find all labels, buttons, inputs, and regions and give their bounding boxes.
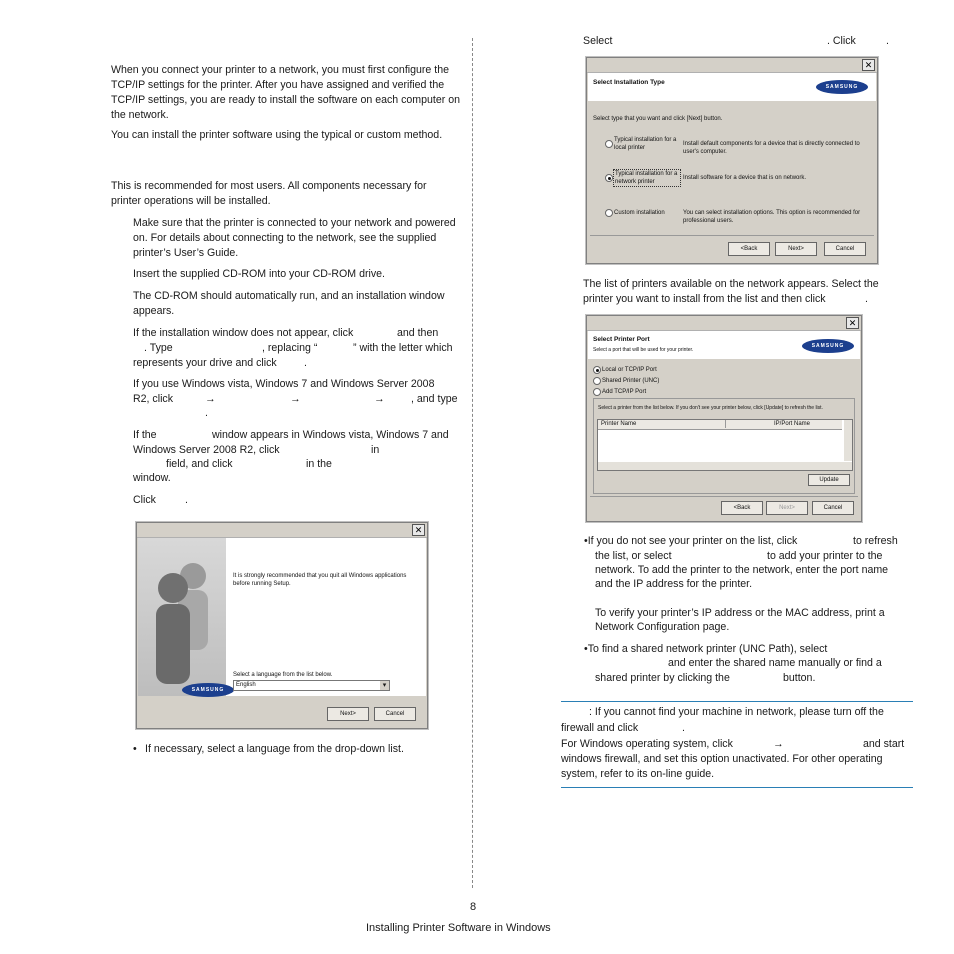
arrow-icon: → <box>374 393 385 405</box>
step-3-line3: represents your drive and click <box>133 357 277 369</box>
dialog-title: Select Printer Port <box>593 336 650 343</box>
step-3-line1b: and then <box>397 327 439 339</box>
dialog-header <box>588 331 860 359</box>
note-bottom-rule <box>561 787 913 788</box>
chevron-down-icon: ▾ <box>380 681 389 690</box>
update-button[interactable]: Update <box>808 474 850 486</box>
note-line1: : If you cannot find your machine in network, please turn off the <box>589 706 884 718</box>
dialog-titlebar <box>587 316 861 331</box>
dialog-body <box>138 538 426 696</box>
column-printer-name[interactable]: Printer Name <box>601 420 726 428</box>
step-3-line2c: ” with the letter which <box>353 342 453 354</box>
vertical-scrollbar[interactable] <box>844 420 852 461</box>
next-button[interactable]: Next> <box>327 707 369 721</box>
option-network-desc: Install software for a device that is on network. <box>683 175 807 181</box>
installation-type-dialog <box>586 57 878 264</box>
intro-paragraph: When you connect your printer to a network, you must first configure the TCP/IP settings for the printer. After you have assigned and verified the TCP/IP settings, you are ready to install the software on each computer on the network. <box>111 64 460 121</box>
close-button[interactable]: ✕ <box>412 524 425 536</box>
bullet2-line3b: button. <box>783 672 816 684</box>
select-instruction-c: . <box>886 35 889 47</box>
option-network-radio[interactable] <box>605 174 613 182</box>
note-line4: windows firewall, and set this option unactivated. For other operating <box>561 753 883 765</box>
horizontal-scrollbar[interactable] <box>598 462 852 470</box>
samsung-logo: SAMSUNG <box>182 683 234 697</box>
option-network-label[interactable]: Typical installation for a network printer <box>613 169 681 187</box>
step-5-line2a: Windows Server 2008 R2, click <box>133 444 280 456</box>
bullet2-line2: and enter the shared name manually or find a <box>668 657 882 669</box>
note-line5: system, refer to its on-line guide. <box>561 768 715 780</box>
dialog-title: Select Installation Type <box>593 79 665 86</box>
bullet-icon: • <box>133 743 137 755</box>
dialog-titlebar <box>587 58 877 73</box>
samsung-logo: SAMSUNG <box>802 339 854 353</box>
cancel-button[interactable]: Cancel <box>824 242 866 256</box>
step-1-text: Make sure that the printer is connected to your network and powered on. For details about connecting to the network, see the supplied printer’s User’s Guide. <box>133 217 456 259</box>
step-3-line1a: If the installation window does not appear, click <box>133 327 354 339</box>
column-ip-port[interactable]: IP/Port Name <box>774 421 811 427</box>
printer-list-hint: Select a printer from the list below. If you don't see your printer below, click [Update] to refresh the list. <box>598 405 823 411</box>
bullet1-line3: network. To add the printer to the network, enter the port name <box>595 564 889 576</box>
note-line2b: . <box>682 722 685 734</box>
step-4-line2a: R2, click <box>133 393 174 405</box>
bullet1-line2b: to add your printer to the <box>767 550 883 562</box>
setup-language-dialog <box>136 522 428 729</box>
language-select-value: English <box>236 682 256 688</box>
option-custom-radio[interactable] <box>605 209 613 217</box>
next-button[interactable]: Next> <box>766 501 808 515</box>
port-add-radio[interactable] <box>593 388 601 396</box>
step-5-line3a: field, and click <box>166 458 233 470</box>
close-button[interactable]: ✕ <box>862 59 875 71</box>
option-local-label[interactable]: Typical installation for a local printer <box>614 137 677 151</box>
dialog-instruction: Select type that you want and click [Next] button. <box>593 116 723 122</box>
printer-port-dialog <box>586 315 862 522</box>
port-local-label[interactable]: Local or TCP/IP Port <box>602 367 657 373</box>
typical-description: This is recommended for most users. All components necessary for printer operations will be installed. <box>111 180 427 207</box>
option-custom-desc: You can select installation options. This option is recommended for professional users. <box>683 210 861 224</box>
dialog-separator <box>590 496 858 497</box>
list-header <box>598 420 842 430</box>
step-4-line2e: , and type <box>411 393 458 405</box>
bullet1-line1a: •If you do not see your printer on the list, click <box>584 535 798 547</box>
bullet1-line6: Network Configuration page. <box>595 621 730 633</box>
dialog-titlebar <box>137 523 427 538</box>
language-label: Select a language from the list below. <box>233 672 333 678</box>
port-shared-label[interactable]: Shared Printer (UNC) <box>602 378 660 384</box>
select-instruction-b: . Click <box>827 35 856 47</box>
step-3-line2b: , replacing “ <box>262 342 318 354</box>
users-illustration <box>138 538 226 696</box>
step-4-line1: If you use Windows vista, Windows 7 and Windows Server 2008 <box>133 378 435 390</box>
printer-list[interactable] <box>597 419 853 471</box>
step-2-text: Insert the supplied CD-ROM into your CD-ROM drive. <box>133 268 385 280</box>
bullet1-line4: and the IP address for the printer. <box>595 578 753 590</box>
port-local-radio[interactable] <box>593 366 601 374</box>
bullet2-line1: •To find a shared network printer (UNC Path), select <box>584 643 828 655</box>
people-icon <box>138 538 226 696</box>
cancel-button[interactable]: Cancel <box>374 707 416 721</box>
footer-title: Installing Printer Software in Windows <box>366 922 551 934</box>
step-4-line3: . <box>205 407 208 419</box>
step-5-line1a: If the <box>133 429 157 441</box>
step-6b: . <box>185 494 188 506</box>
dialog-separator <box>590 235 874 236</box>
note-line2a: firewall and click <box>561 722 639 734</box>
step-6a: Click <box>133 494 156 506</box>
bullet1-line5: To verify your printer’s IP address or the MAC address, print a <box>595 607 885 619</box>
dialog-message: It is strongly recommended that you quit all Windows applications before running Setup. <box>233 573 407 587</box>
dialog-subtitle: Select a port that will be used for your printer. <box>593 347 694 353</box>
select-instruction-a: Select <box>583 35 613 47</box>
note-line3a: For Windows operating system, click <box>561 738 733 750</box>
step-2-note: The CD-ROM should automatically run, and an installation window appears. <box>133 290 445 317</box>
note-line3c: and start <box>863 738 905 750</box>
step-3-line2a: . Type <box>144 342 173 354</box>
back-button[interactable]: <Back <box>728 242 770 256</box>
dialog-header <box>588 73 876 101</box>
bullet2-line3a: shared printer by clicking the <box>595 672 730 684</box>
port-add-label[interactable]: Add TCP/IP Port <box>602 389 647 395</box>
language-select[interactable] <box>233 680 390 691</box>
method-paragraph: You can install the printer software using the typical or custom method. <box>111 129 443 141</box>
option-local-radio[interactable] <box>605 140 613 148</box>
language-note: If necessary, select a language from the drop-down list. <box>145 743 404 755</box>
printers-para-line1: The list of printers available on the network appears. Select the <box>583 278 879 290</box>
next-button[interactable]: Next> <box>775 242 817 256</box>
step-5-line2b: in <box>371 444 380 456</box>
step-5-line1b: window appears in Windows vista, Windows 7 and <box>212 429 449 441</box>
bullet1-line2a: the list, or select <box>595 550 672 562</box>
column-divider <box>472 38 473 888</box>
page-number: 8 <box>470 901 477 913</box>
note-top-rule <box>561 701 913 702</box>
arrow-icon: → <box>773 738 784 750</box>
printers-para-line2: printer you want to install from the list and then click <box>583 293 826 305</box>
arrow-icon: → <box>290 393 301 405</box>
samsung-logo: SAMSUNG <box>816 80 868 94</box>
step-5-line3b: in the <box>306 458 332 470</box>
bullet1-line1b: to refresh <box>853 535 898 547</box>
printers-para-line2-end: . <box>865 293 868 305</box>
step-5-line4: window. <box>133 472 171 484</box>
step-3-line3-end: . <box>304 357 307 369</box>
cancel-button[interactable]: Cancel <box>812 501 854 515</box>
option-custom-label[interactable]: Custom installation <box>614 210 665 216</box>
arrow-icon: → <box>205 393 216 405</box>
back-button[interactable]: <Back <box>721 501 763 515</box>
close-button[interactable]: ✕ <box>846 317 859 329</box>
port-shared-radio[interactable] <box>593 377 601 385</box>
option-local-desc: Install default components for a device that is directly connected to user's computer. <box>683 141 860 155</box>
printer-list-group <box>593 398 855 494</box>
